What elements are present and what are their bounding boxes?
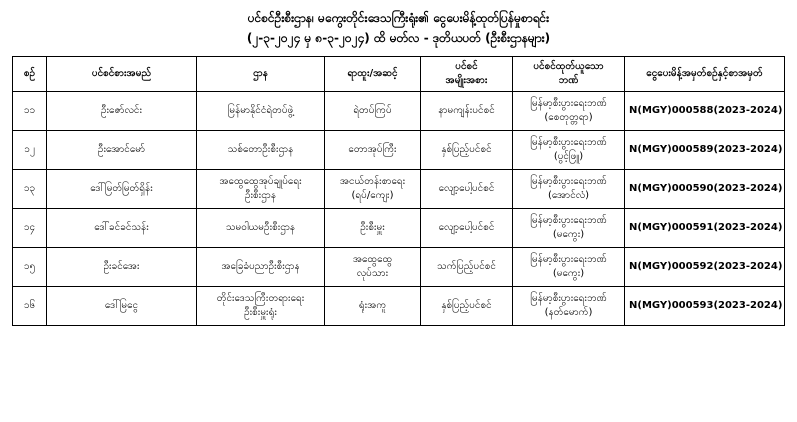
cell-permit-no: N(MGY)000588(2023-2024) xyxy=(625,92,785,131)
table-row xyxy=(13,248,785,287)
cell-rank xyxy=(325,92,421,131)
cell-bank-line-2: (အောင်လံ) xyxy=(547,190,590,201)
cell-rank-line-1: ရုံးအကူ xyxy=(358,300,387,311)
cell-no: ၁၁ xyxy=(13,92,47,131)
cell-rank-line-1: တောအုပ်ကြီး xyxy=(348,144,397,155)
cell-no: ၁၂ xyxy=(13,131,47,170)
cell-rank xyxy=(325,287,421,326)
cell-name: ဒေါ်မြတ်မြတ်ရှိန်း xyxy=(47,170,197,209)
cell-bank xyxy=(513,209,625,248)
cell-permit-no: N(MGY)000590(2023-2024) xyxy=(625,170,785,209)
cell-bank-line-2: (နတ်မောက်) xyxy=(544,307,593,318)
cell-bank-line-2: (မကွေး) xyxy=(552,229,585,240)
cell-name: ဒေါ်မြငွေ xyxy=(47,287,197,326)
table-row xyxy=(13,131,785,170)
cell-rank xyxy=(325,209,421,248)
header-pension-type xyxy=(421,57,513,92)
cell-pension-type: နာမကျန်းပင်စင် xyxy=(421,92,513,131)
cell-name: ဦးခင်အေး xyxy=(47,248,197,287)
title-line-1: ပင်စင်ဦးစီးဌာန၊ မကွေးတိုင်းဒေသကြီးရုံး၏ ငွေပေးမိန့်ထုတ်ပြန်မှုစာရင်း xyxy=(247,11,550,25)
header-name: ပင်စင်စားအမည် xyxy=(47,57,197,92)
cell-pension-type: နှစ်ပြည့်ပင်စင် xyxy=(421,287,513,326)
cell-rank-line-2: (ရပ်/ကျေး) xyxy=(351,190,394,201)
cell-department-line-1: တိုင်းဒေသကြီးတရားရေး xyxy=(216,293,305,304)
cell-bank xyxy=(513,287,625,326)
cell-department xyxy=(197,209,325,248)
cell-rank-line-1: ရဲတပ်ကြပ် xyxy=(353,105,392,116)
cell-department-line-2: ဦးစီးမှူးရုံး xyxy=(244,307,277,318)
cell-bank-line-2: (ပွင့်ဖြူ) xyxy=(553,151,584,162)
header-rank: ရာထူး/အဆင့် xyxy=(325,57,421,92)
cell-pension-type: လျော့ပေါ့ပင်စင် xyxy=(421,209,513,248)
pension-table xyxy=(12,56,785,326)
cell-bank-line-2: (မကွေး) xyxy=(552,268,585,279)
cell-bank xyxy=(513,170,625,209)
cell-pension-type: လျော့ပေါ့ပင်စင် xyxy=(421,170,513,209)
cell-no: ၁၄ xyxy=(13,209,47,248)
cell-permit-no: N(MGY)000593(2023-2024) xyxy=(625,287,785,326)
cell-pension-type: သက်ပြည့်ပင်စင် xyxy=(421,248,513,287)
cell-no: ၁၅ xyxy=(13,248,47,287)
cell-department xyxy=(197,287,325,326)
cell-permit-no: N(MGY)000589(2023-2024) xyxy=(625,131,785,170)
cell-rank xyxy=(325,248,421,287)
cell-department xyxy=(197,170,325,209)
cell-department-line-2: ဦးစီးဌာန xyxy=(244,190,277,201)
table-header-row xyxy=(13,57,785,92)
cell-bank xyxy=(513,92,625,131)
header-bank xyxy=(513,57,625,92)
cell-bank-line-1: မြန်မာ့စီးပွားရေးဘဏ် xyxy=(530,176,607,187)
cell-name: ဦးအောင်မော် xyxy=(47,131,197,170)
cell-department xyxy=(197,131,325,170)
table-row xyxy=(13,209,785,248)
header-bank-line-1: ပင်စင်ထုတ်ယူသော xyxy=(533,61,604,72)
cell-department xyxy=(197,248,325,287)
cell-bank xyxy=(513,248,625,287)
cell-bank-line-1: မြန်မာ့စီးပွားရေးဘဏ် xyxy=(530,98,607,109)
cell-department-line-1: မြန်မာနိုင်ငံရဲတပ်ဖွဲ့ xyxy=(227,105,294,116)
header-pension-type-line-1: ပင်စင် xyxy=(455,61,478,72)
cell-bank-line-1: မြန်မာ့စီးပွားရေးဘဏ် xyxy=(530,137,607,148)
cell-rank-line-2: လုပ်သား xyxy=(356,268,389,279)
cell-department-line-1: သမဝါယမဦးစီးဌာန xyxy=(225,222,296,233)
table-row xyxy=(13,92,785,131)
cell-no: ၁၃ xyxy=(13,170,47,209)
cell-bank-line-2: (စေတုတ္တရာ) xyxy=(544,112,593,123)
cell-permit-no: N(MGY)000591(2023-2024) xyxy=(625,209,785,248)
header-bank-line-2: ဘဏ် xyxy=(558,75,579,86)
cell-bank-line-1: မြန်မာ့စီးပွားရေးဘဏ် xyxy=(530,254,607,265)
header-pension-type-line-2: အမျိုးအစား xyxy=(445,75,488,86)
cell-department-line-1: အခြေခံပညာဦးစီးဌာန xyxy=(221,261,300,272)
cell-bank-line-1: မြန်မာ့စီးပွားရေးဘဏ် xyxy=(530,215,607,226)
cell-department-line-1: အထွေထွေအုပ်ချုပ်ရေး xyxy=(219,176,302,187)
cell-rank-line-1: ဦးစီးမှူး xyxy=(360,222,385,233)
table-row xyxy=(13,287,785,326)
cell-bank-line-1: မြန်မာ့စီးပွားရေးဘဏ် xyxy=(530,293,607,304)
table-body xyxy=(13,92,785,326)
cell-pension-type: နှစ်ပြည့်ပင်စင် xyxy=(421,131,513,170)
title-line-2: (၂-၃-၂၀၂၄ မှ ၈-၃-၂၀၂၄) ထိ မတ်လ - ဒုတိယပတ် (ဦးစီးဌာနများ) xyxy=(246,31,551,45)
cell-bank xyxy=(513,131,625,170)
cell-rank-line-1: အငယ်တန်းစာရေး xyxy=(339,176,406,187)
document-title xyxy=(0,8,797,48)
cell-rank xyxy=(325,131,421,170)
cell-name: ဦးဇော်လင်း xyxy=(47,92,197,131)
header-permit-no: ငွေပေးမိန့်အမှတ်စဉ်နှင့်စာအမှတ် xyxy=(625,57,785,92)
cell-name: ဒေါ်ခင်ခင်သန်း xyxy=(47,209,197,248)
cell-rank-line-1: အထွေထွေ xyxy=(352,254,393,265)
cell-department xyxy=(197,92,325,131)
table-row xyxy=(13,170,785,209)
cell-rank xyxy=(325,170,421,209)
header-department: ဌာန xyxy=(197,57,325,92)
cell-department-line-1: သစ်တောဦးစီးဌာန xyxy=(227,144,294,155)
cell-permit-no: N(MGY)000592(2023-2024) xyxy=(625,248,785,287)
header-no: စဉ် xyxy=(13,57,47,92)
cell-no: ၁၆ xyxy=(13,287,47,326)
